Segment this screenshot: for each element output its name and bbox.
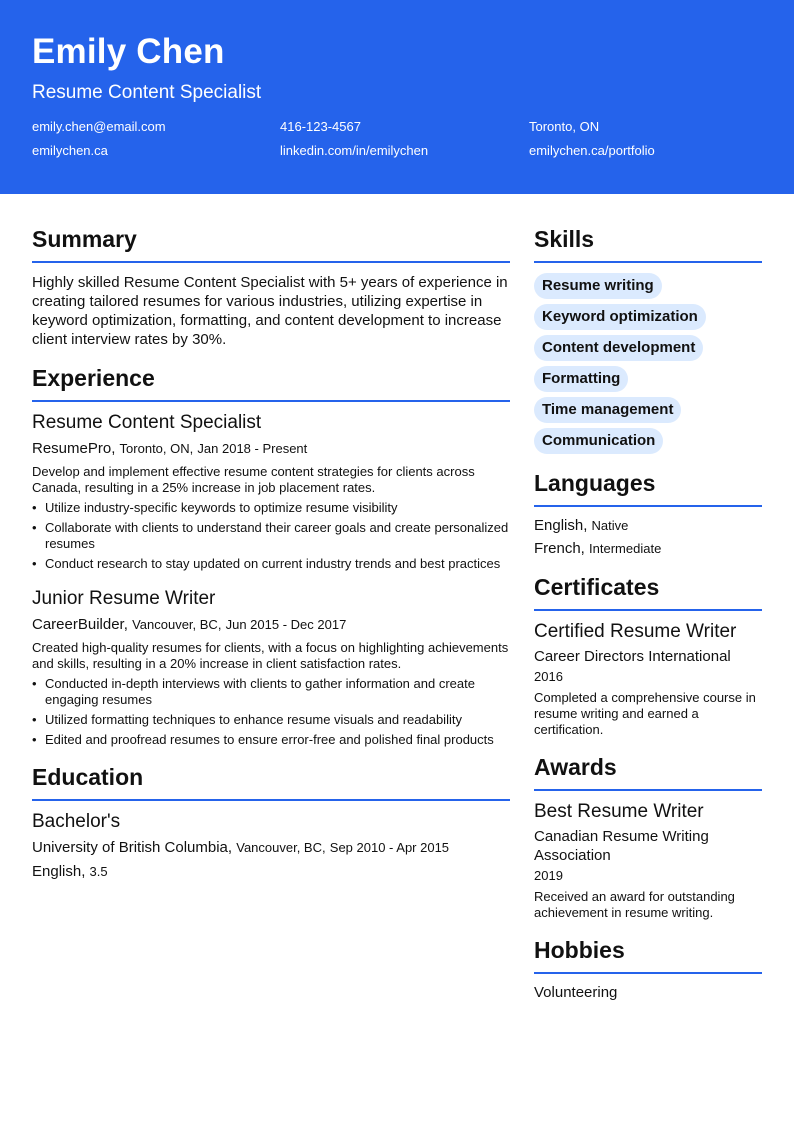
job-dates: Jan 2018 - Present: [197, 441, 308, 456]
certificates-section: [534, 574, 762, 738]
job-meta: [32, 440, 510, 458]
job-description: Created high-quality resumes for clients, with a focus on highlighting achievements and skills, resulting in a 20% increase in client satisfaction rates.: [32, 640, 509, 671]
job-entry: [32, 588, 510, 748]
linkedin-link[interactable]: linkedin.com/in/emilychen: [280, 143, 429, 158]
language-level: Native: [591, 518, 629, 533]
job-bullet: • Conducted in-depth interviews with clients to gather information and create engaging resumes: [32, 676, 510, 708]
job-dates: Jun 2015 - Dec 2017: [225, 617, 347, 632]
left-column: [32, 226, 510, 1018]
job-company: CareerBuilder,: [32, 616, 128, 633]
awards-heading: Awards: [534, 754, 762, 791]
job-location: Vancouver, BC,: [132, 617, 222, 632]
location: Toronto, ON: [529, 119, 600, 134]
certificate-description: Completed a comprehensive course in resume writing and earned a certification.: [534, 690, 756, 737]
job-bullet: • Edited and proofread resumes to ensure error-free and polished final products: [32, 732, 510, 748]
certificate-year: 2016: [534, 669, 563, 684]
awards-section: [534, 754, 762, 921]
job-meta: [32, 616, 510, 634]
skill-pill: Content development: [534, 335, 703, 361]
skills-section: [534, 226, 762, 454]
experience-heading: Experience: [32, 365, 510, 402]
job-description: Develop and implement effective resume content strategies for clients across Canada, resulting in a 25% increase in job placement rates.: [32, 464, 475, 495]
skill-pill: Keyword optimization: [534, 304, 706, 330]
skill-pill: Formatting: [534, 366, 628, 392]
education-meta: [32, 839, 510, 857]
job-bullet: • Utilized formatting techniques to enhance resume visuals and readability: [32, 712, 510, 728]
language-item: [534, 517, 762, 535]
skills-list: [534, 273, 762, 454]
hobbies-section: [534, 937, 762, 1002]
job-bullet: • Conduct research to stay updated on current industry trends and best practices: [32, 556, 510, 572]
languages-section: [534, 470, 762, 558]
language-name: French,: [534, 540, 585, 557]
job-bullets: [32, 676, 510, 748]
website-link[interactable]: emilychen.ca: [32, 143, 108, 158]
education-gpa: 3.5: [89, 864, 108, 879]
language-item: [534, 540, 762, 558]
award-year: 2019: [534, 868, 563, 883]
skill-pill: Time management: [534, 397, 681, 423]
hobbies-heading: Hobbies: [534, 937, 762, 974]
language-level: Intermediate: [589, 541, 662, 556]
job-bullets: [32, 500, 510, 572]
skill-pill: Communication: [534, 428, 663, 454]
job-bullet: • Collaborate with clients to understand their career goals and create personalized resumes: [32, 520, 510, 552]
right-column: [534, 226, 762, 1018]
award-name: Best Resume Writer: [534, 801, 704, 822]
education-field-line: [32, 863, 510, 881]
hobby-item: Volunteering: [534, 984, 618, 1001]
certificates-heading: Certificates: [534, 574, 762, 611]
experience-section: [32, 365, 510, 748]
education-heading: Education: [32, 764, 510, 801]
resume-body: [0, 194, 794, 1018]
contact-info: [32, 118, 762, 160]
resume-header: [0, 0, 794, 194]
job-bullet: • Utilize industry-specific keywords to optimize resume visibility: [32, 500, 510, 516]
education-field: English,: [32, 863, 86, 880]
language-name: English,: [534, 517, 588, 534]
candidate-name: Emily Chen: [32, 32, 225, 71]
job-company: ResumePro,: [32, 440, 116, 457]
summary-section: [32, 226, 510, 349]
education-dates: Sep 2010 - Apr 2015: [329, 840, 450, 855]
education-school: University of British Columbia,: [32, 839, 233, 856]
candidate-title: Resume Content Specialist: [32, 82, 262, 103]
certificate-name: Certified Resume Writer: [534, 621, 737, 642]
languages-heading: Languages: [534, 470, 762, 507]
education-location: Vancouver, BC,: [236, 840, 326, 855]
education-section: [32, 764, 510, 881]
summary-heading: Summary: [32, 226, 510, 263]
job-location: Toronto, ON,: [119, 441, 194, 456]
portfolio-link[interactable]: emilychen.ca/portfolio: [529, 143, 655, 158]
phone-number: 416-123-4567: [280, 119, 361, 134]
job-title: Resume Content Specialist: [32, 412, 262, 433]
skills-heading: Skills: [534, 226, 762, 263]
summary-text: Highly skilled Resume Content Specialist with 5+ years of experience in creating tailored resumes for various industries, utilizing expertise in keyword optimization, formatting, and content development to increase client interview rates by 30%.: [32, 274, 508, 348]
skill-pill: Resume writing: [534, 273, 662, 299]
job-title: Junior Resume Writer: [32, 588, 216, 609]
certificate-org: Career Directors International: [534, 648, 731, 665]
award-description: Received an award for outstanding achievement in resume writing.: [534, 889, 735, 920]
email-link[interactable]: emily.chen@email.com: [32, 119, 166, 134]
job-entry: [32, 412, 510, 572]
education-degree: Bachelor's: [32, 811, 121, 832]
award-org: Canadian Resume Writing Association: [534, 828, 709, 864]
